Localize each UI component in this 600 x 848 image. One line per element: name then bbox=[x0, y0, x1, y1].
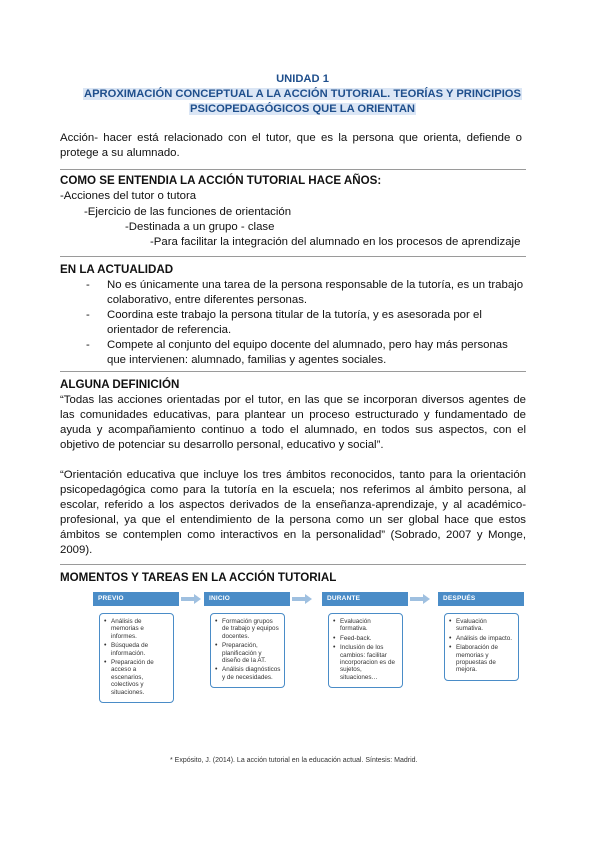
section-now-heading: EN LA ACTUALIDAD bbox=[60, 263, 174, 276]
intro-paragraph: Acción- hacer está relacionado con el tutor, que es la persona que orienta, defiende o protege a su alumnado. bbox=[60, 132, 522, 159]
stage-item: • Evaluación formativa. bbox=[333, 618, 399, 633]
stage-item: • Inclusión de los cambios: facilitar incorporacion es de sujetos, situaciones… bbox=[333, 644, 399, 681]
stage-box bbox=[328, 613, 403, 688]
stage-item: • Análisis de impacto. bbox=[449, 635, 515, 642]
section-past-heading: COMO SE ENTENDIA LA ACCIÓN TUTORIAL HACE AÑOS: bbox=[60, 174, 382, 187]
stage-title: DURANTE bbox=[322, 592, 408, 606]
stage-item: • Feed-back. bbox=[333, 635, 399, 642]
list-item: - Coordina este trabajo la persona titular de la tutoría, y es asesorada por el orientador de referencia. bbox=[86, 309, 482, 336]
document-header bbox=[60, 72, 545, 117]
stage-item: • Evaluación sumativa. bbox=[449, 618, 515, 633]
stage-despues bbox=[438, 592, 524, 674]
definition-quote-2: “Orientación educativa que incluye los tres ámbitos reconocidos, tanto para la orientación psicopedagógica como para la tutoría en la escuela; nos referimos al ámbito persona, al escolar, referido a los aspectos derivados de la enseñanza-aprendizaje, y al académico-profesional, ya que el entendimiento de la persona como un ser global hace que estos ámbitos se contemplen como interactivos en la personalidad” (Sobrado, 2007 y Monge, 2009). bbox=[60, 469, 526, 556]
stage-item: • Formación grupos de trabajo y equipos docentes. bbox=[215, 618, 281, 640]
arrow-right-icon bbox=[292, 594, 312, 604]
stage-box bbox=[99, 613, 174, 703]
moments-diagram bbox=[93, 592, 513, 740]
list-item: - Compete al conjunto del equipo docente del alumnado, pero hay más personas que intervienen: alumnado, familias y agentes sociales. bbox=[86, 339, 508, 366]
title-line-1: APROXIMACIÓN CONCEPTUAL A LA ACCIÓN TUTORIAL. TEORÍAS Y PRINCIPIOS bbox=[84, 88, 521, 100]
title-line-2: PSICOPEDAGÓGICOS QUE LA ORIENTAN bbox=[189, 103, 415, 115]
arrow-right-icon bbox=[181, 594, 201, 604]
divider bbox=[60, 371, 526, 372]
stage-inicio bbox=[204, 592, 290, 681]
past-line: -Ejercicio de las funciones de orientación bbox=[84, 206, 292, 218]
divider bbox=[60, 169, 526, 170]
stage-item: • Búsqueda de información. bbox=[104, 642, 170, 657]
section-moments-heading: MOMENTOS Y TAREAS EN LA ACCIÓN TUTORIAL bbox=[60, 571, 337, 584]
stage-item: • Preparación de acceso a escenarios, colectivos y situaciones. bbox=[104, 659, 170, 696]
past-line: -Para facilitar la integración del alumnado en los procesos de aprendizaje bbox=[150, 236, 521, 248]
stage-box bbox=[210, 613, 285, 688]
stage-box bbox=[444, 613, 519, 681]
stage-title: INICIO bbox=[204, 592, 290, 606]
stage-item: • Análisis diagnósticos y de necesidades. bbox=[215, 666, 281, 681]
divider bbox=[60, 564, 526, 565]
unit-label: UNIDAD 1 bbox=[276, 73, 329, 85]
stage-title: DESPUÉS bbox=[438, 592, 524, 606]
stage-previo bbox=[93, 592, 179, 696]
list-item: - No es únicamente una tarea de la persona responsable de la tutoría, es un trabajo colaborativo, entre diferentes personas. bbox=[86, 279, 524, 306]
past-line: -Destinada a un grupo - clase bbox=[125, 221, 275, 233]
divider bbox=[60, 256, 526, 257]
now-list bbox=[86, 278, 526, 368]
stage-title: PREVIO bbox=[93, 592, 179, 606]
stage-item: • Elaboración de memorias y propuestas de mejora. bbox=[449, 644, 515, 674]
stage-item: • Preparación, planificación y diseño de la AT. bbox=[215, 642, 281, 664]
arrow-right-icon bbox=[410, 594, 430, 604]
past-line: -Acciones del tutor o tutora bbox=[60, 190, 197, 202]
diagram-caption: * Expósito, J. (2014). La acción tutorial en la educación actual. Síntesis: Madrid. bbox=[170, 757, 418, 764]
section-def-heading: ALGUNA DEFINICIÓN bbox=[60, 378, 180, 391]
definition-quote-1: “Todas las acciones orientadas por el tutor, en las que se incorporan diversos agentes de las comunidades educativas, para plantear un proceso estructurado y fundamentado de ayuda y acompañamiento continuo a todo el alumnado, en todos sus aspectos, con el objetivo de potenciar su desarrollo personal, educativo y social”. bbox=[60, 394, 526, 451]
stage-durante bbox=[322, 592, 408, 681]
stage-item: • Análisis de memorias e informes. bbox=[104, 618, 170, 640]
